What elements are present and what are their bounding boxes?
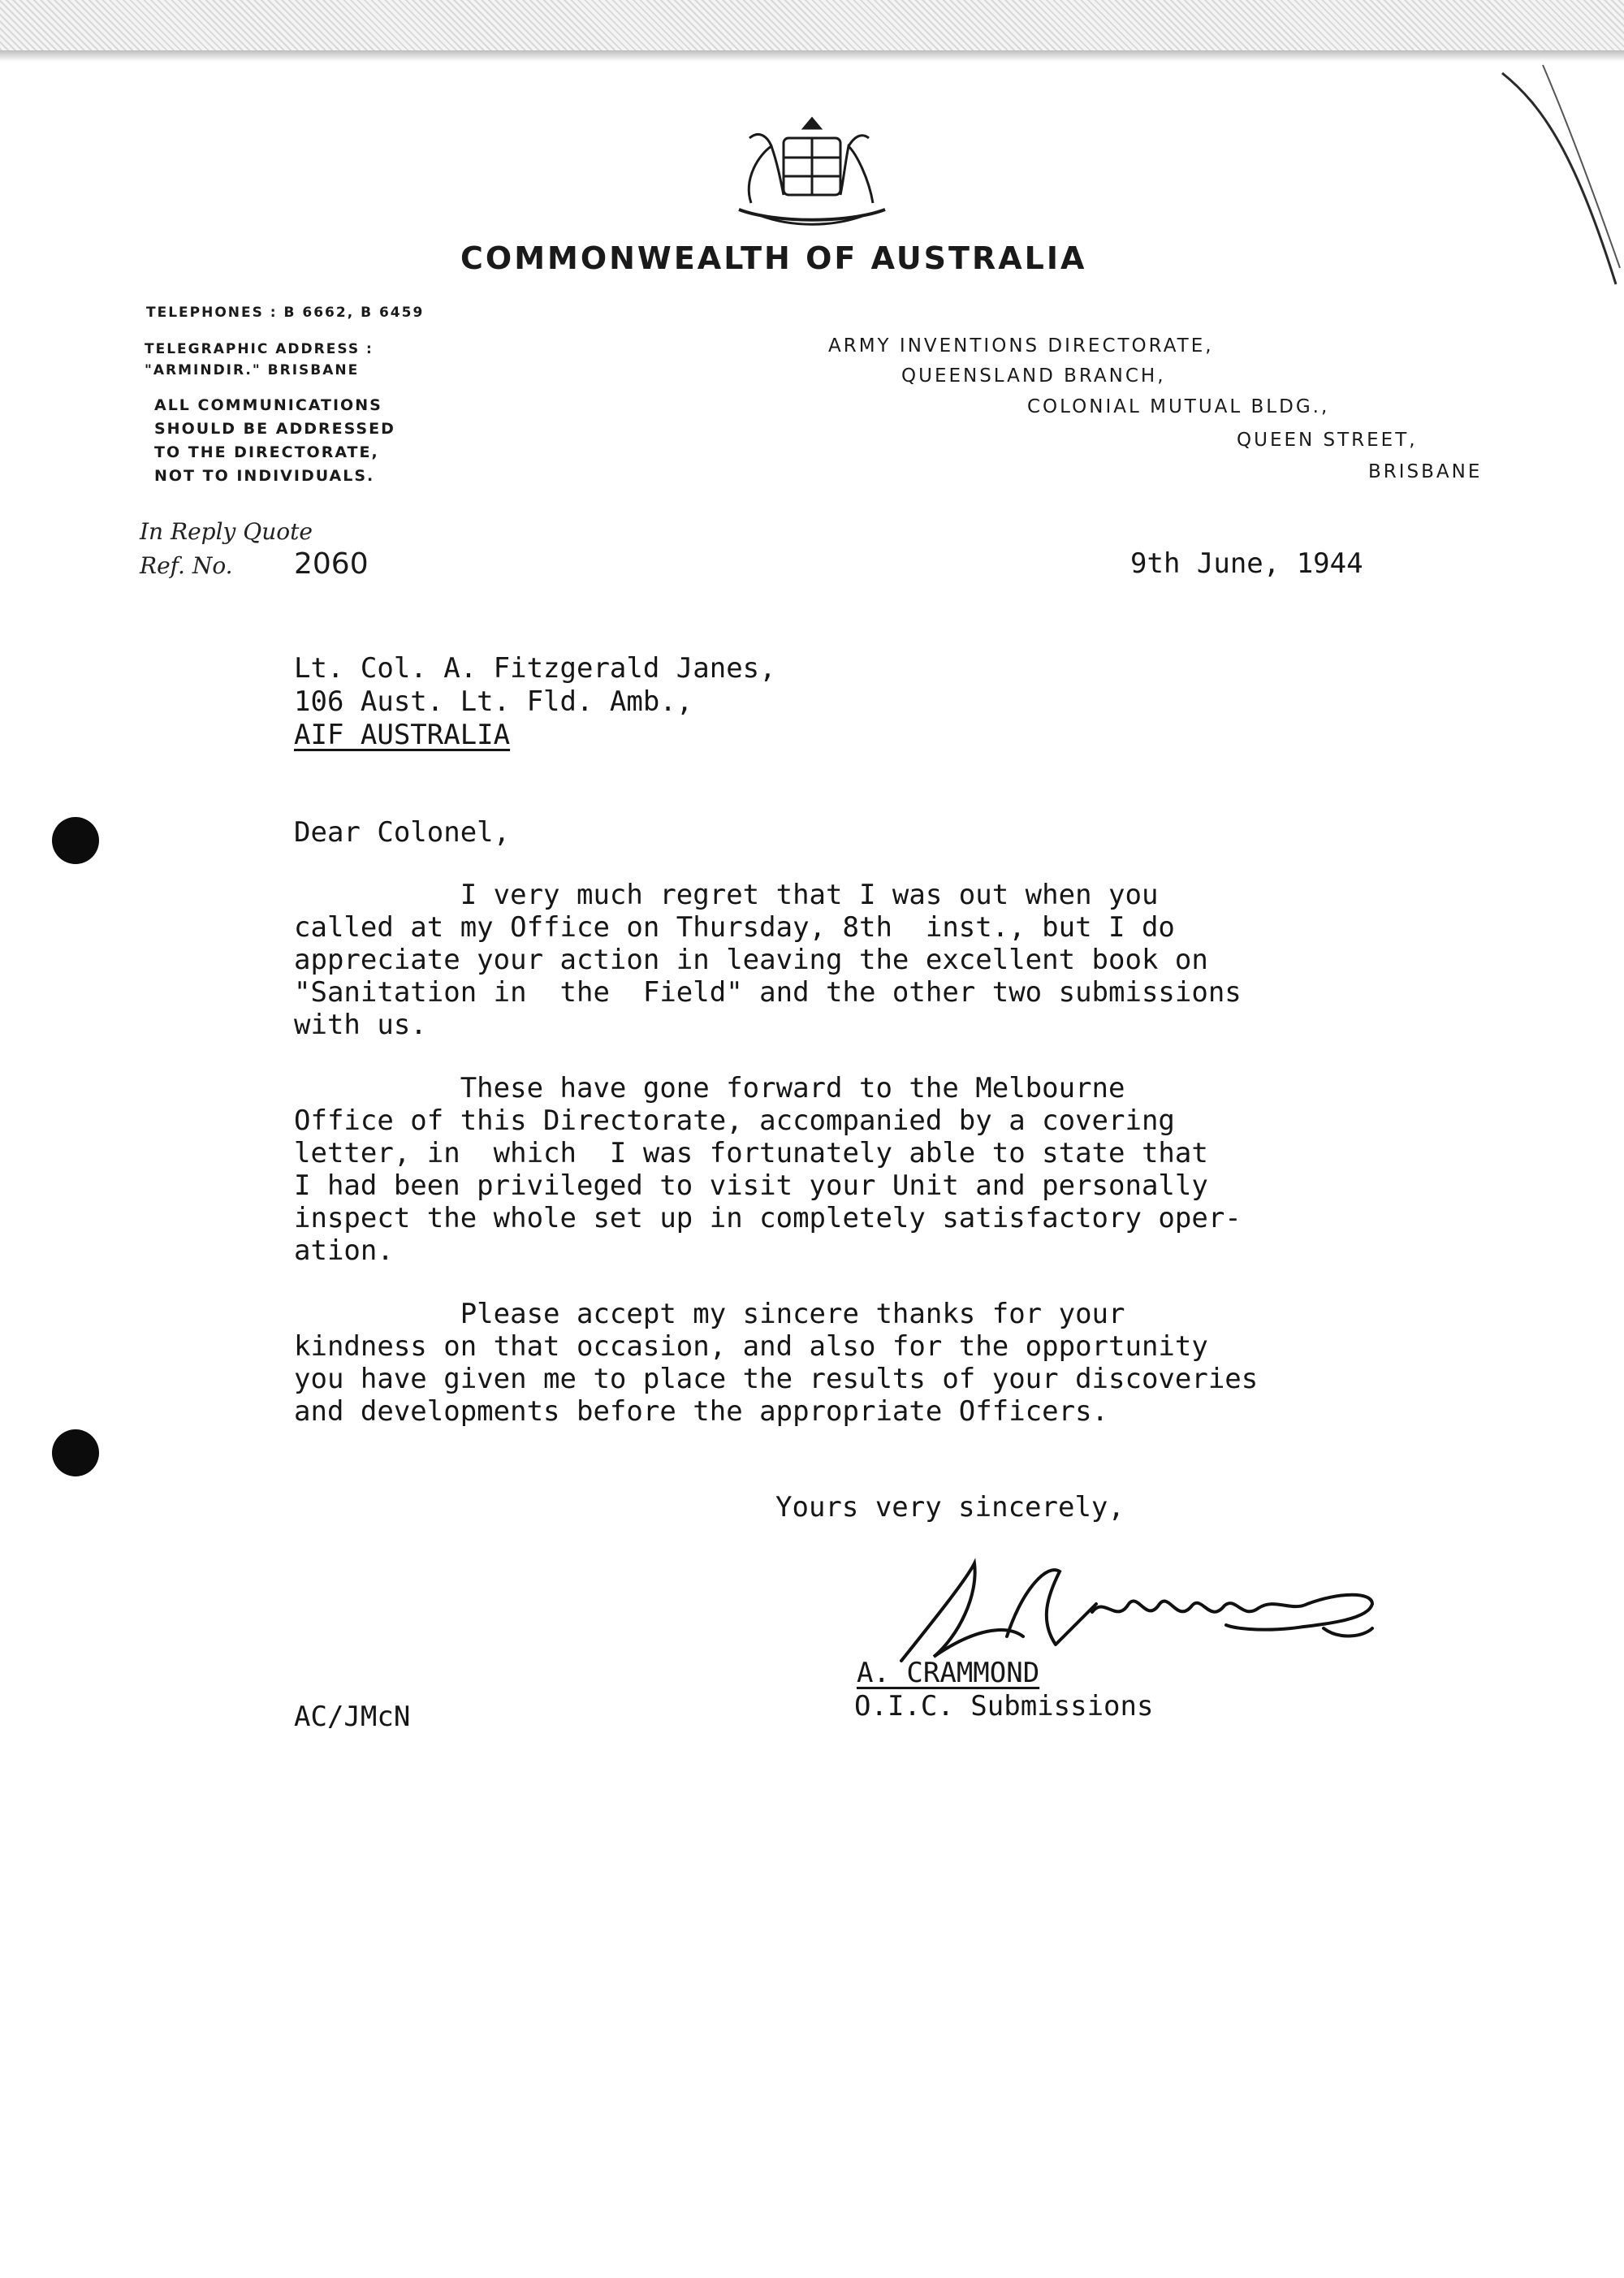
ref-no-label: Ref. No.: [140, 552, 233, 579]
body-line: you have given me to place the results of your discoveries: [294, 1363, 1259, 1395]
signatory-name: A. CRAMMOND: [857, 1657, 1040, 1689]
body-line: kindness on that occasion, and also for the opportunity: [294, 1330, 1208, 1363]
address-line: COLONIAL MUTUAL BLDG.,: [1027, 396, 1330, 417]
body-line: I very much regret that I was out when you: [294, 879, 1159, 911]
address-line: QUEEN STREET,: [1237, 430, 1418, 451]
address-line: BRISBANE: [1368, 461, 1483, 482]
handwritten-signature: [885, 1547, 1389, 1669]
notice-line: ALL COMMUNICATIONS: [154, 396, 382, 414]
body-line: These have gone forward to the Melbourne: [294, 1072, 1125, 1104]
signatory-title: O.I.C. Submissions: [854, 1690, 1154, 1723]
body-line: inspect the whole set up in completely satisfactory oper-: [294, 1202, 1242, 1234]
letter-date: 9th June, 1944: [1130, 547, 1363, 580]
typist-initials: AC/JMcN: [294, 1701, 411, 1733]
notice-line: NOT TO INDIVIDUALS.: [154, 467, 375, 485]
letterhead-title: COMMONWEALTH OF AUSTRALIA: [460, 240, 1087, 276]
telegraphic-value: "ARMINDIR." BRISBANE: [145, 362, 360, 378]
body-line: letter, in which I was fortunately able to state that: [294, 1137, 1208, 1169]
recipient-line: AIF AUSTRALIA: [294, 719, 511, 751]
salutation: Dear Colonel,: [294, 816, 511, 849]
page-curl: [1494, 57, 1624, 300]
coat-of-arms-icon: [727, 114, 897, 227]
recipient-line: 106 Aust. Lt. Fld. Amb.,: [294, 685, 693, 718]
body-line: "Sanitation in the Field" and the other two submissions: [294, 976, 1242, 1009]
address-line: ARMY INVENTIONS DIRECTORATE,: [828, 335, 1214, 357]
body-line: with us.: [294, 1009, 427, 1041]
body-line: ation.: [294, 1234, 394, 1267]
notice-line: TO THE DIRECTORATE,: [154, 443, 379, 461]
body-line: appreciate your action in leaving the excellent book on: [294, 944, 1208, 976]
notice-line: SHOULD BE ADDRESSED: [154, 420, 395, 438]
closing: Yours very sincerely,: [775, 1491, 1125, 1524]
punch-hole: [52, 817, 99, 864]
body-line: I had been privileged to visit your Unit and personally: [294, 1169, 1208, 1202]
telephones: TELEPHONES : B 6662, B 6459: [146, 305, 425, 321]
reply-quote-label: In Reply Quote: [140, 518, 313, 545]
recipient-line: Lt. Col. A. Fitzgerald Janes,: [294, 652, 776, 685]
body-line: Please accept my sincere thanks for your: [294, 1298, 1125, 1330]
body-line: Office of this Directorate, accompanied by a covering: [294, 1104, 1175, 1137]
body-line: called at my Office on Thursday, 8th inst., but I do: [294, 911, 1175, 944]
telegraphic-label: TELEGRAPHIC ADDRESS :: [145, 341, 374, 357]
scan-edge: [0, 0, 1624, 57]
ref-no-value: 2060: [294, 547, 369, 581]
body-line: and developments before the appropriate Officers.: [294, 1395, 1109, 1428]
punch-hole: [52, 1429, 99, 1476]
address-line: QUEENSLAND BRANCH,: [901, 365, 1166, 387]
scan-shadow: [0, 50, 1624, 62]
